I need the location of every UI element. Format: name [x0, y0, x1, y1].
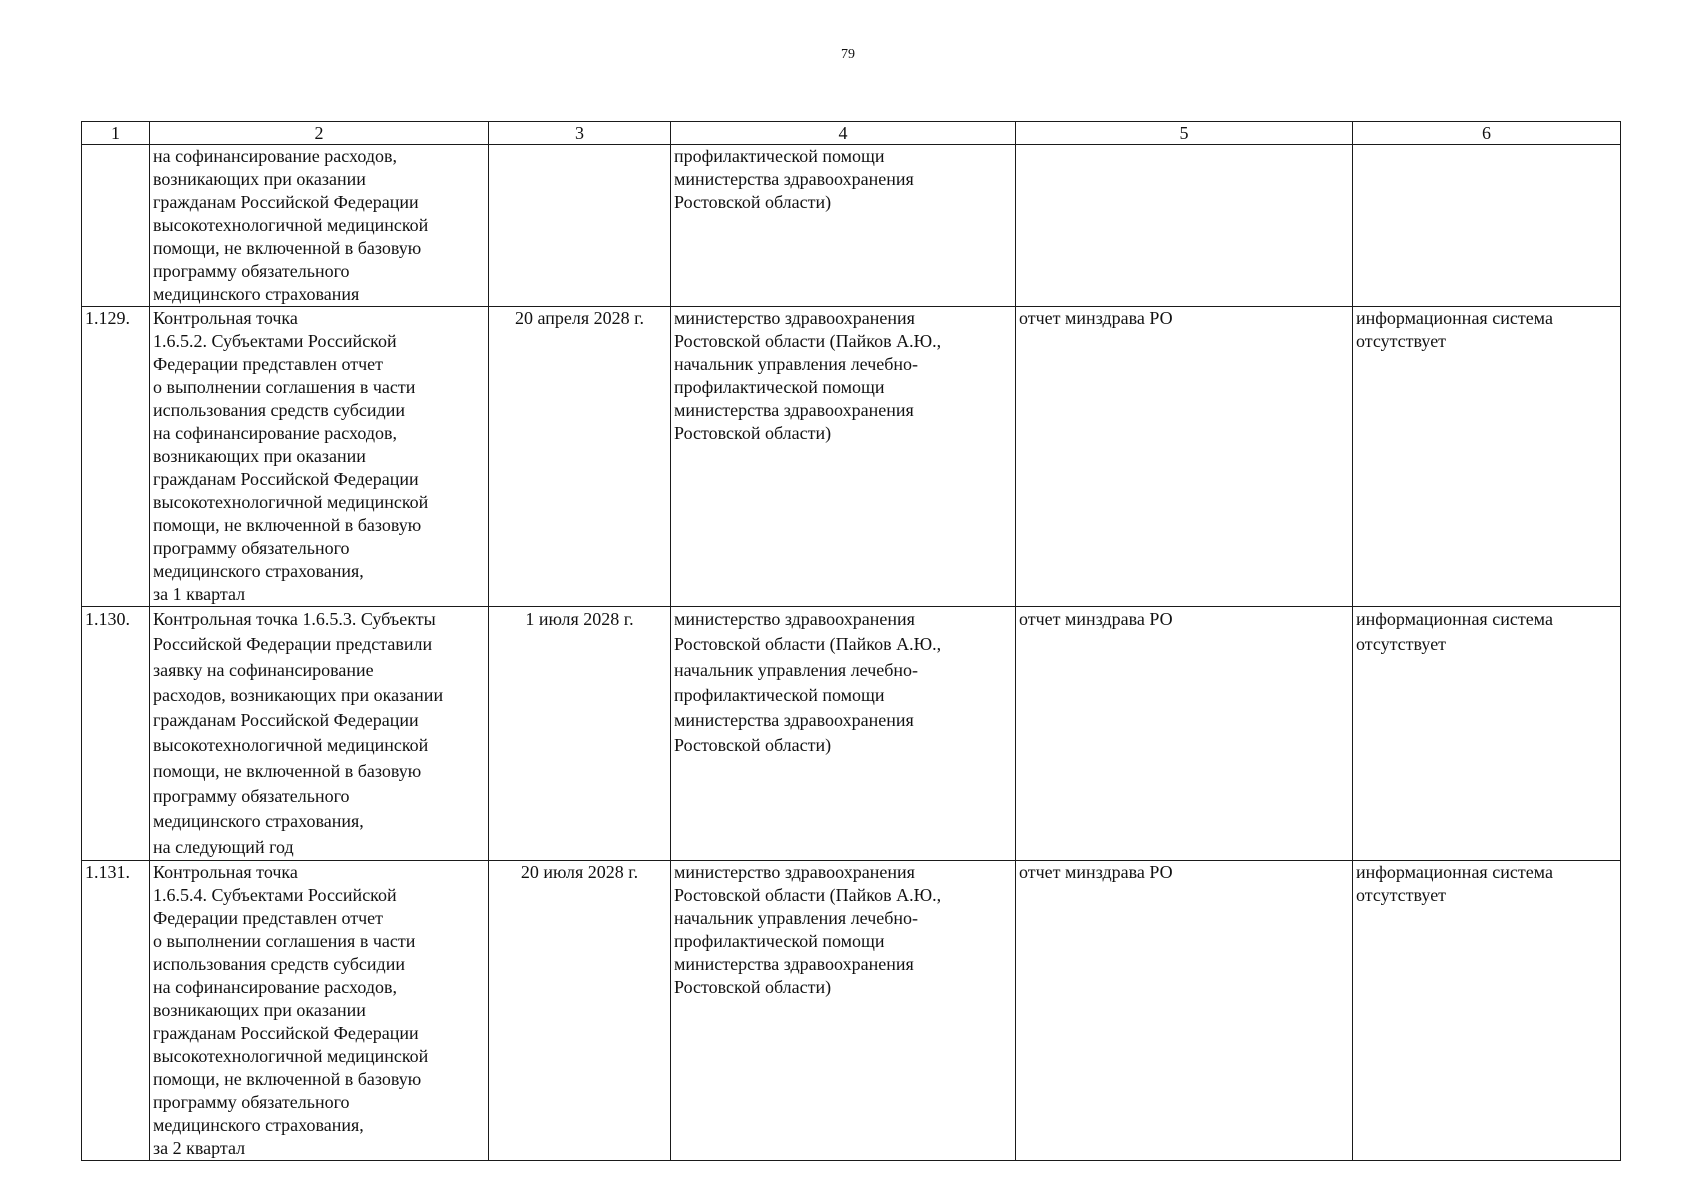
- event-cell: [150, 860, 489, 1160]
- table-row: [82, 607, 1621, 861]
- event-line: на следующий год: [153, 836, 294, 857]
- info-system-line: информационная система: [1356, 861, 1553, 882]
- responsible-line: профилактической помощи: [674, 930, 885, 951]
- event-line: помощи, не включенной в базовую: [153, 238, 422, 258]
- responsible-line: Ростовской области (Пайков А.Ю.,: [674, 331, 942, 351]
- event-line: помощи, не включенной в базовую: [153, 760, 422, 781]
- event-line: на софинансирование расходов,: [153, 423, 397, 443]
- event-line: за 1 квартал: [153, 584, 246, 604]
- event-line: высокотехнологичной медицинской: [153, 492, 429, 512]
- responsible-cell: [671, 607, 1016, 861]
- event-line: медицинского страхования,: [153, 811, 364, 832]
- responsible-line: Ростовской области): [674, 423, 832, 443]
- page-number: 79: [841, 47, 855, 62]
- responsible-line: Ростовской области (Пайков А.Ю.,: [674, 884, 942, 905]
- responsible-line: министерства здравоохранения: [674, 710, 914, 731]
- event-line: программу обязательного: [153, 786, 350, 807]
- responsible-cell: [671, 307, 1016, 607]
- responsible-cell: [671, 145, 1016, 307]
- event-cell: [150, 307, 489, 607]
- table-row: [82, 145, 1621, 307]
- event-line: гражданам Российской Федерации: [153, 1022, 419, 1043]
- event-line: Контрольная точка: [153, 861, 298, 882]
- document-cell: отчет минздрава РО: [1016, 607, 1353, 861]
- document-cell: отчет минздрава РО: [1016, 860, 1353, 1160]
- date-cell: [489, 145, 671, 307]
- responsible-line: профилактической помощи: [674, 377, 885, 397]
- event-cell: [150, 607, 489, 861]
- event-line: за 2 квартал: [153, 1137, 246, 1158]
- info-system-cell: [1353, 607, 1621, 861]
- responsible-line: министерство здравоохранения: [674, 609, 915, 629]
- row-number-cell: 1.131.: [82, 860, 150, 1160]
- event-line: на софинансирование расходов,: [153, 976, 397, 997]
- event-line: расходов, возникающих при оказании: [153, 684, 444, 705]
- event-line: использования средств субсидии: [153, 953, 405, 974]
- responsible-line: министерства здравоохранения: [674, 953, 914, 974]
- event-line: 1.6.5.2. Субъектами Российской: [153, 331, 397, 351]
- column-header-3: 3: [489, 122, 671, 145]
- info-system-line: отсутствует: [1356, 634, 1447, 655]
- table-row: [82, 307, 1621, 607]
- responsible-line: министерства здравоохранения: [674, 169, 914, 189]
- document-cell: [1016, 145, 1353, 307]
- info-system-line: отсутствует: [1356, 331, 1447, 351]
- date-cell: 1 июля 2028 г.: [489, 607, 671, 861]
- event-line: высокотехнологичной медицинской: [153, 1045, 429, 1066]
- responsible-cell: [671, 860, 1016, 1160]
- responsible-line: Ростовской области): [674, 976, 832, 997]
- event-line: высокотехнологичной медицинской: [153, 735, 429, 756]
- event-line: помощи, не включенной в базовую: [153, 515, 422, 535]
- responsible-line: профилактической помощи: [674, 146, 885, 166]
- event-line: Федерации представлен отчет: [153, 907, 384, 928]
- table-row: [82, 860, 1621, 1160]
- date-cell: 20 июля 2028 г.: [489, 860, 671, 1160]
- info-system-cell: [1353, 307, 1621, 607]
- responsible-line: начальник управления лечебно-: [674, 354, 919, 374]
- event-line: программу обязательного: [153, 261, 350, 281]
- event-line: высокотехнологичной медицинской: [153, 215, 429, 235]
- responsible-line: министерство здравоохранения: [674, 861, 915, 882]
- event-line: о выполнении соглашения в части: [153, 377, 416, 397]
- event-line: использования средств субсидии: [153, 400, 405, 420]
- event-line: медицинского страхования: [153, 284, 360, 304]
- responsible-line: начальник управления лечебно-: [674, 907, 919, 928]
- event-line: Контрольная точка 1.6.5.3. Субъекты: [153, 609, 436, 629]
- event-line: на софинансирование расходов,: [153, 146, 397, 166]
- responsible-line: начальник управления лечебно-: [674, 659, 919, 680]
- event-line: помощи, не включенной в базовую: [153, 1068, 422, 1089]
- responsible-line: профилактической помощи: [674, 684, 885, 705]
- info-system-cell: [1353, 145, 1621, 307]
- event-line: заявку на софинансирование: [153, 659, 374, 680]
- date-cell: 20 апреля 2028 г.: [489, 307, 671, 607]
- event-line: гражданам Российской Федерации: [153, 469, 419, 489]
- column-header-4: 4: [671, 122, 1016, 145]
- column-header-6: 6: [1353, 122, 1621, 145]
- info-system-line: информационная система: [1356, 609, 1553, 629]
- row-number-cell: 1.130.: [82, 607, 150, 861]
- event-line: возникающих при оказании: [153, 999, 366, 1020]
- event-line: 1.6.5.4. Субъектами Российской: [153, 884, 397, 905]
- info-system-cell: [1353, 860, 1621, 1160]
- row-number-cell: [82, 145, 150, 307]
- row-number-cell: 1.129.: [82, 307, 150, 607]
- event-line: Контрольная точка: [153, 308, 298, 328]
- event-line: возникающих при оказании: [153, 446, 366, 466]
- event-line: медицинского страхования,: [153, 561, 364, 581]
- event-line: возникающих при оказании: [153, 169, 366, 189]
- event-line: о выполнении соглашения в части: [153, 930, 416, 951]
- info-system-line: отсутствует: [1356, 884, 1447, 905]
- column-header-1: 1: [82, 122, 150, 145]
- event-line: гражданам Российской Федерации: [153, 192, 419, 212]
- responsible-line: министерство здравоохранения: [674, 308, 915, 328]
- event-line: программу обязательного: [153, 1091, 350, 1112]
- column-header-2: 2: [150, 122, 489, 145]
- event-line: программу обязательного: [153, 538, 350, 558]
- event-line: Федерации представлен отчет: [153, 354, 384, 374]
- responsible-line: Ростовской области): [674, 192, 832, 212]
- document-cell: отчет минздрава РО: [1016, 307, 1353, 607]
- event-line: медицинского страхования,: [153, 1114, 364, 1135]
- responsible-line: Ростовской области (Пайков А.Ю.,: [674, 634, 942, 655]
- responsible-line: Ростовской области): [674, 735, 832, 756]
- event-line: Российской Федерации представили: [153, 634, 433, 655]
- event-line: гражданам Российской Федерации: [153, 710, 419, 731]
- header-row: [82, 122, 1621, 145]
- plan-table: [81, 121, 1621, 1161]
- info-system-line: информационная система: [1356, 308, 1553, 328]
- column-header-5: 5: [1016, 122, 1353, 145]
- responsible-line: министерства здравоохранения: [674, 400, 914, 420]
- event-cell: [150, 145, 489, 307]
